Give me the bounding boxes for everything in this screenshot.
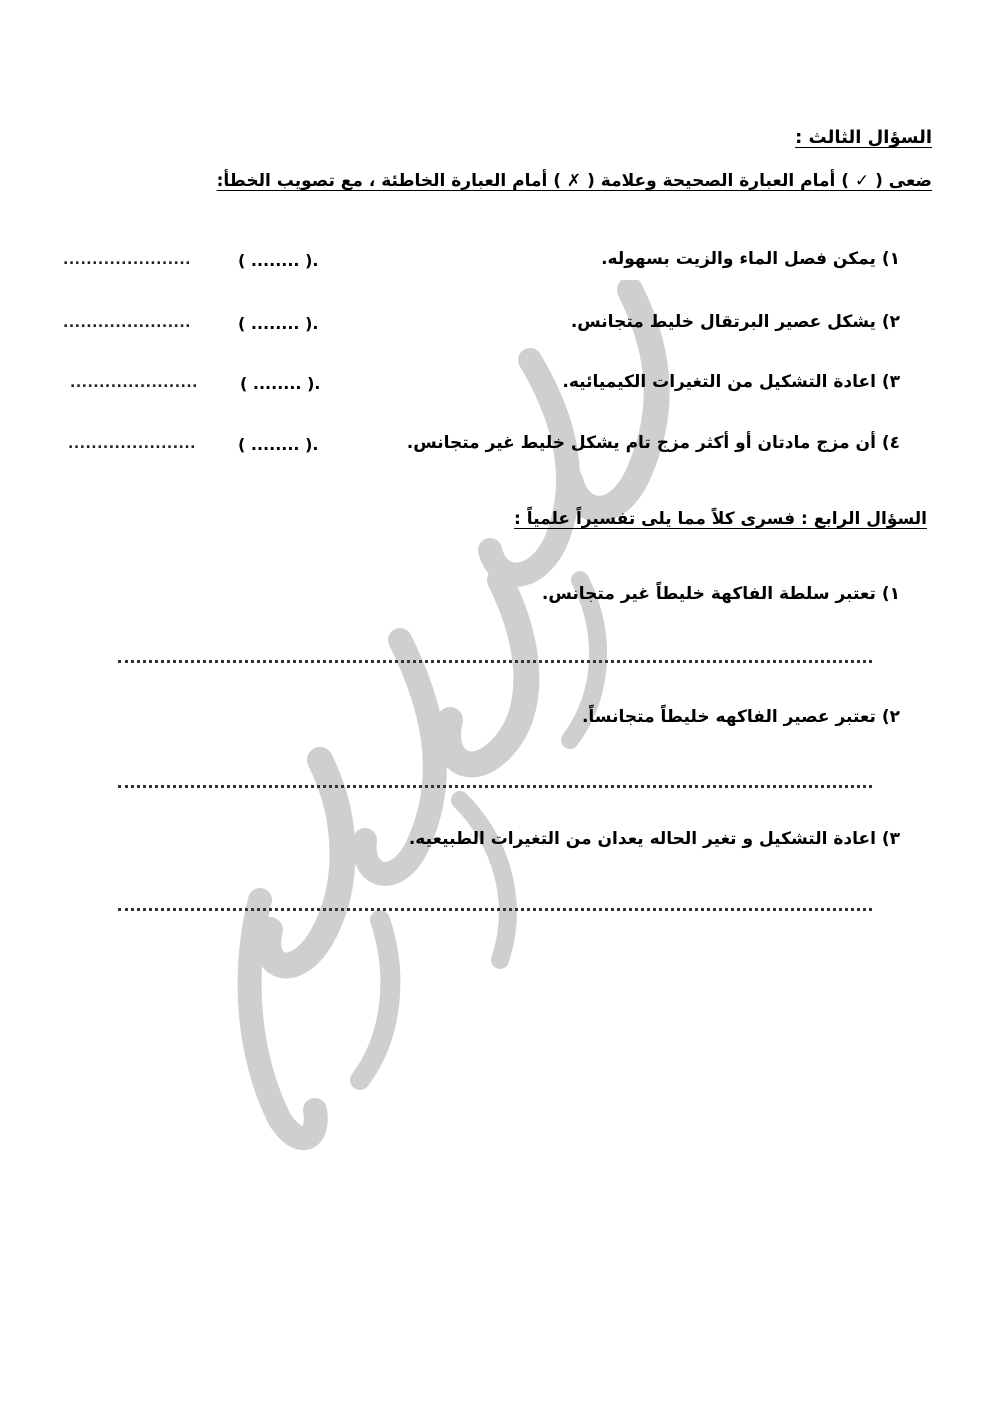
item-number: ١) — [881, 584, 900, 604]
q3-answer-box-3[interactable]: ( ........ ). — [240, 374, 321, 393]
item-text: يشكل عصير البرتقال خليط متجانس. — [570, 312, 876, 332]
q4-item-2 — [582, 707, 900, 727]
item-number: ٢) — [881, 707, 900, 727]
q3-correction-line-3[interactable]: ...................... — [70, 375, 199, 391]
q3-title: السؤال الثالث : — [795, 127, 932, 148]
q3-answer-box-2[interactable]: ( ........ ). — [238, 314, 319, 333]
q3-correction-line-4[interactable]: ...................... — [68, 436, 197, 452]
item-text: اعادة التشكيل و تغير الحاله يعدان من التغيرات الطبيعيه. — [408, 829, 876, 849]
q3-answer-box-4[interactable]: ( ........ ). — [238, 435, 319, 454]
item-number: ٢) — [881, 312, 900, 332]
item-text: يمكن فصل الماء والزيت بسهوله. — [601, 249, 876, 269]
item-number: ٤) — [881, 433, 900, 453]
q3-answer-box-1[interactable]: ( ........ ). — [238, 251, 319, 270]
item-number: ٣) — [881, 372, 900, 392]
q3-item-4 — [407, 433, 900, 453]
item-number: ١) — [881, 249, 900, 269]
q3-item-1 — [601, 249, 900, 269]
q4-answer-line-3[interactable] — [118, 908, 872, 911]
q3-correction-line-1[interactable]: ...................... — [63, 252, 192, 268]
item-text: تعتبر سلطة الفاكهة خليطاً غير متجانس. — [541, 584, 876, 604]
q4-title: السؤال الرابع : فسرى كلاً مما يلى تفسيراً علمياً : — [514, 509, 927, 529]
item-text: أن مزج مادتان أو أكثر مزج تام يشكل خليط غير متجانس. — [406, 433, 876, 453]
q3-item-2 — [571, 312, 900, 332]
item-text: تعتبر عصير الفاكهه خليطاً متجانساً. — [581, 707, 876, 727]
item-text: اعادة التشكيل من التغيرات الكيميائيه. — [562, 372, 876, 392]
q3-item-3 — [562, 372, 900, 392]
q4-answer-line-2[interactable] — [118, 785, 872, 788]
q4-answer-line-1[interactable] — [118, 660, 872, 663]
q4-item-1 — [542, 584, 900, 604]
q4-item-3 — [409, 829, 900, 849]
q3-instruction: ضعى ( ✓ ) أمام العبارة الصحيحة وعلامة ( ✗ ) أمام العبارة الخاطئة ، مع تصويب الخطأ: — [216, 171, 932, 191]
item-number: ٣) — [881, 829, 900, 849]
q3-correction-line-2[interactable]: ...................... — [63, 315, 192, 331]
